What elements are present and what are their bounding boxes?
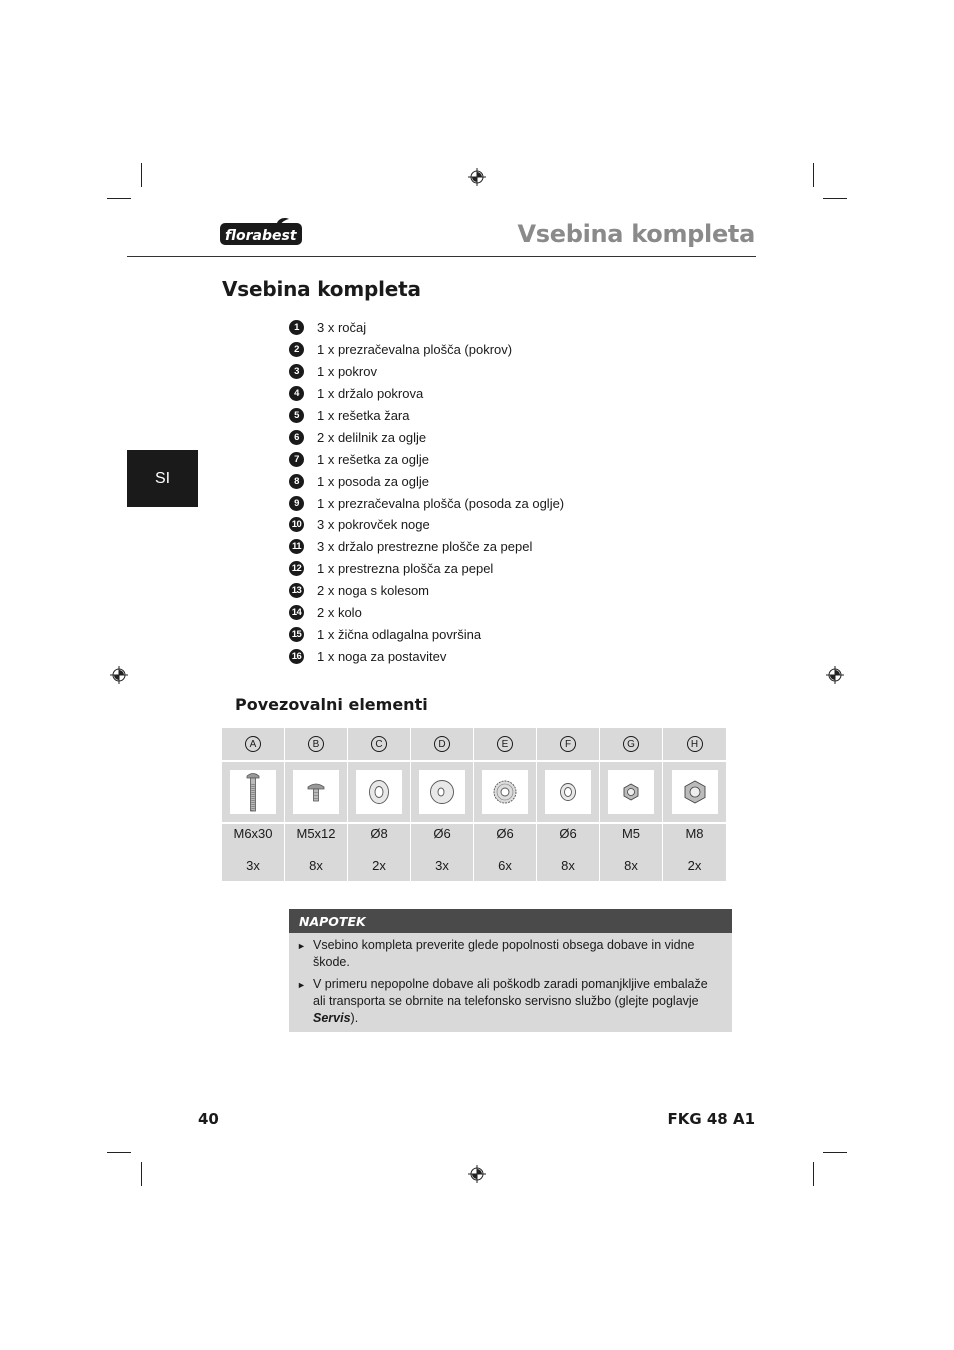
arrow-bullet-icon: ► [297,941,306,951]
item-number-badge: 12 [289,561,304,576]
language-tab-label: SI [154,469,171,487]
list-item [289,448,564,470]
small-washer-icon [545,770,591,814]
item-text: 1 x posoda za oglje [317,473,430,489]
part-letter: B [308,736,324,752]
header-title: Vsebina kompleta [517,220,755,248]
item-text: 3 x pokrovček noge [317,517,430,533]
item-text: 1 x žična odlagalna površina [317,626,482,642]
item-number-badge: 16 [289,649,304,664]
washer-icon [356,770,402,814]
item-number-badge: 7 [289,452,304,467]
part-size: Ø6 [411,824,473,850]
part-letter-cell [348,728,410,760]
part-letter: E [497,736,513,752]
item-text: 3 x držalo prestrezne plošče za pepel [317,539,533,555]
letters-row [222,728,726,760]
crop-mark [107,1152,131,1153]
list-item [289,317,564,339]
part-count: 6x [474,850,536,881]
part-letter-cell [663,728,726,760]
crop-mark [141,163,142,187]
list-item [289,514,564,536]
connectors-table [222,728,726,881]
part-image-cell [474,762,536,822]
item-number-badge: 14 [289,605,304,620]
part-letter: G [623,736,639,752]
item-number-badge: 9 [289,496,304,511]
part-letter-cell [411,728,473,760]
item-number-badge: 11 [289,539,304,554]
item-number-badge: 1 [289,320,304,335]
note-heading: NAPOTEK [289,909,732,933]
part-letter: A [245,736,261,752]
part-count: 8x [600,850,662,881]
part-letter: H [687,736,703,752]
contents-list [289,317,564,667]
list-item [289,426,564,448]
item-number-badge: 5 [289,408,304,423]
note-box [289,909,732,1032]
list-item [289,558,564,580]
part-letter-cell [600,728,662,760]
crop-mark [823,198,847,199]
part-image-cell [285,762,347,822]
note-text [313,976,722,1027]
list-item [289,470,564,492]
item-text: 1 x rešetka žara [317,408,410,423]
item-number-badge: 10 [289,517,304,532]
list-item [289,623,564,645]
short-screw-icon [293,770,339,814]
note-text: Vsebino kompleta preverite glede popolnosti obsega dobave in vidne škode. [313,938,695,969]
part-count: 8x [285,850,347,881]
registration-mark-icon [110,666,128,684]
list-item [289,536,564,558]
note-body [289,933,732,1032]
part-image-cell [348,762,410,822]
model-number: FKG 48 A1 [667,1110,755,1128]
item-text: 1 x prezračevalna plošča (posoda za oglje) [317,495,565,511]
part-size: Ø6 [537,824,599,850]
part-image-cell [663,762,726,822]
florabest-logo [219,218,303,248]
images-row [222,762,726,822]
part-letter-cell [285,728,347,760]
part-count: 2x [663,850,726,881]
large-washer-icon [419,770,465,814]
long-bolt-icon [230,770,276,814]
language-tab [127,450,198,507]
part-letter-cell [222,728,284,760]
item-number-badge: 8 [289,474,304,489]
crop-mark [107,198,131,199]
part-count: 2x [348,850,410,881]
part-size: Ø8 [348,824,410,850]
part-image-cell [600,762,662,822]
item-text: 2 x noga s kolesom [317,583,430,599]
arrow-bullet-icon: ► [297,980,306,990]
item-text: 1 x pokrov [317,364,377,380]
list-item [289,602,564,624]
section-title: Vsebina kompleta [222,277,421,301]
part-count: 3x [411,850,473,881]
list-item [289,405,564,427]
crop-mark [141,1162,142,1186]
page-number: 40 [198,1110,219,1128]
part-letter-cell [474,728,536,760]
note-text-part: ). [350,1011,359,1025]
item-text: 1 x prezračevalna plošča (pokrov) [317,342,513,358]
list-item [289,383,564,405]
registration-mark-icon [468,1165,486,1183]
part-image-cell [222,762,284,822]
list-item [289,492,564,514]
part-letter-cell [537,728,599,760]
counts-row [222,850,726,881]
item-text: 3 x ročaj [317,320,367,336]
item-text: 2 x kolo [317,605,362,621]
part-size: M8 [663,824,726,850]
header-divider [127,256,756,257]
large-nut-icon [672,770,718,814]
connectors-title: Povezovalni elementi [235,695,428,714]
part-count: 8x [537,850,599,881]
item-number-badge: 6 [289,430,304,445]
item-number-badge: 4 [289,386,304,401]
list-item [289,580,564,602]
part-count: 3x [222,850,284,881]
part-image-cell [411,762,473,822]
item-text: 1 x držalo pokrova [317,386,424,402]
small-nut-icon [608,770,654,814]
list-item [289,339,564,361]
part-letter: C [371,736,387,752]
item-text: 1 x prestrezna plošča za pepel [317,561,494,577]
note-item [297,937,722,971]
registration-mark-icon [468,168,486,186]
item-text: 2 x delilnik za oglje [317,429,427,445]
list-item [289,645,564,667]
item-text: 1 x noga za postavitev [317,648,447,664]
crop-mark [813,163,814,187]
part-image-cell [537,762,599,822]
svg-text:florabest: florabest [225,228,297,244]
item-text: 1 x rešetka za oglje [317,451,430,467]
service-chapter-reference: Servis [313,1011,351,1025]
list-item [289,361,564,383]
serrated-washer-icon [482,770,528,814]
registration-mark-icon [826,666,844,684]
crop-mark [823,1152,847,1153]
note-item [297,976,722,1027]
part-size: Ø6 [474,824,536,850]
part-size: M5x12 [285,824,347,850]
sizes-row [222,824,726,850]
part-letter: F [560,736,576,752]
item-number-badge: 3 [289,364,304,379]
item-number-badge: 13 [289,583,304,598]
part-size: M5 [600,824,662,850]
item-number-badge: 15 [289,627,304,642]
part-size: M6x30 [222,824,284,850]
item-number-badge: 2 [289,342,304,357]
part-letter: D [434,736,450,752]
crop-mark [813,1162,814,1186]
note-text-part: V primeru nepopolne dobave ali poškodb zaradi pomanjkljive embalaže ali transporta se obrnite na telefonsko servisno službo (glejte poglavje [313,977,708,1008]
